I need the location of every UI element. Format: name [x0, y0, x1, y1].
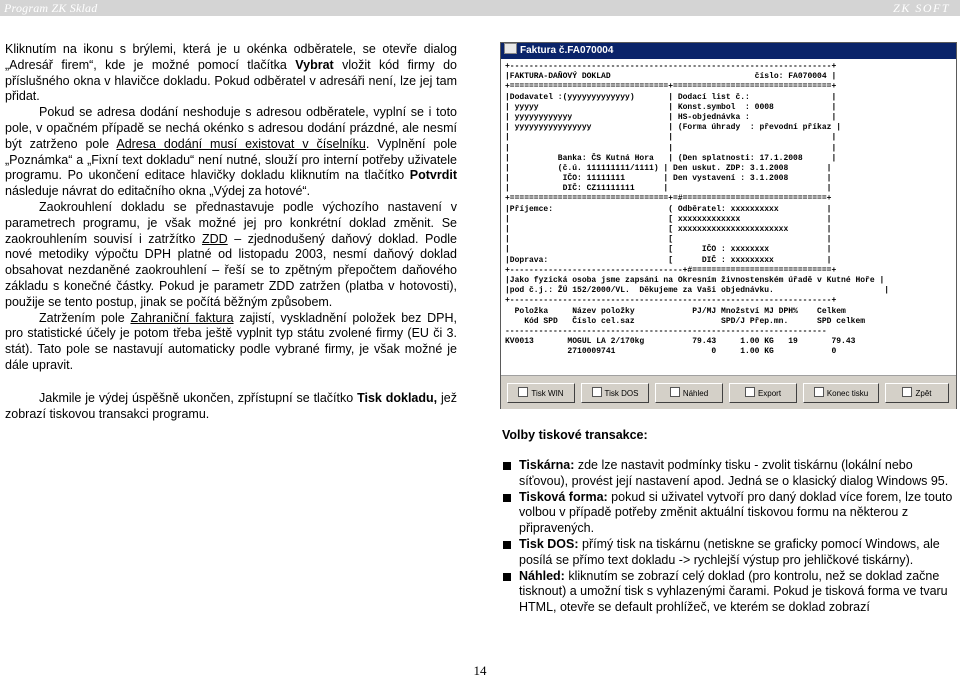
bullet-square-icon	[503, 573, 511, 581]
invoice-line: | | |	[505, 133, 837, 143]
paragraph-4: Zatržením pole Zahraniční faktura zajistí, vyskladnění položek bez DPH, pro statistické účely je potom třeba ještě vyplnit typ státu zvolené firmy (EU či 3. stát). Tato pole se nastavují automaticky podle vybrané firmy, je však možné je dále upravit.	[5, 310, 457, 372]
invoice-line: | yyyyyyyyyyyyyyyy | (Forma úhrady : převodní příkaz |	[505, 123, 842, 133]
invoice-line: Položka Název položky PJ/MJ Množství MJ DPH% Celkem	[505, 306, 846, 316]
invoice-line: |Jako fyzická osoba jsme zapsáni na Okresním živnostenském úřadě v Kutné Hoře |	[505, 275, 885, 285]
left-text-column	[5, 42, 457, 422]
window-icon	[504, 43, 517, 54]
paragraph-3: Zaokrouhlení dokladu se přednastavuje podle výchozího nastavení v parametrech programu, je však možné jej pro konkrétní doklad změnit. Se zaokrouhlením souvisí i zatržítko ZDD – zjednodušený daňový doklad. Podle nové metodiky výpočtu DPH platné od listopadu 2003, nesmí daňový doklad obsahovat nezdaněné zaokrouhlení – řeší se to zpětným přepočtem daňového základu s konečné částky. Pokud je parametr ZDD zatržen (platba v hotovosti), použije se tento postup, jinak se počítá běžným způsobem.	[5, 199, 457, 309]
invoice-preview	[505, 62, 953, 369]
invoice-line: |FAKTURA-DAŇOVÝ DOKLAD číslo: FA070004 |	[505, 72, 837, 82]
invoice-line: | Banka: ČS Kutná Hora | (Den splatnosti: 17.1.2008 |	[505, 153, 837, 163]
invoice-line	[505, 357, 953, 367]
bullet-square-icon	[503, 541, 511, 549]
invoice-line: | DIČ: CZ11111111 | |	[505, 184, 832, 194]
invoice-line: |Příjemce: ( Odběratel: xxxxxxxxxx |	[505, 204, 832, 214]
invoice-line: |Doprava: [ DIČ : xxxxxxxxx |	[505, 255, 832, 265]
printer-icon	[518, 387, 528, 397]
invoice-line: KV0013 MOGUL LA 2/170kg 79.43 1.00 KG 19 79.43	[505, 337, 856, 347]
invoice-line: +-------------------------------------------------------------------+	[505, 62, 837, 71]
preview-icon	[670, 387, 680, 397]
tisk-win-button[interactable]: Tisk WIN	[507, 383, 575, 403]
invoice-line: | [ xxxxxxxxxxxxx |	[505, 214, 832, 224]
print-toolbar	[501, 375, 956, 409]
invoice-line: | | |	[505, 143, 837, 153]
invoice-line: | yyyyyyyyyyyy | HS-objednávka : |	[505, 112, 837, 122]
invoice-line: | yyyyy | Konst.symbol : 0008 |	[505, 102, 837, 112]
invoice-line: | [ |	[505, 235, 832, 245]
print-option-item: Tiskárna: zde lze nastavit podmínky tisku - zvolit tiskárnu (lokální nebo síťovou), provést její nastavení apod. Jedná se o klasický dialog Windows 95.	[502, 458, 954, 490]
page-number: 14	[473, 663, 487, 678]
tisk-dos-button[interactable]: Tisk DOS	[581, 383, 649, 403]
paragraph-5: Jakmile je výdej úspěšně ukončen, zpřístupní se tlačítko Tisk dokladu, jež zobrazí tiskovou transakci programu.	[5, 390, 458, 421]
konec-tisku-button[interactable]: Konec tisku	[803, 383, 879, 403]
invoice-line: +=================================+=================================+	[505, 82, 837, 92]
invoice-line: +=================================+=#==============================+	[505, 194, 832, 204]
nahled-button[interactable]: Náhled	[655, 383, 723, 403]
bullet-square-icon	[503, 494, 511, 502]
print-option-item: Tisková forma: pokud si uživatel vytvoří pro daný doklad více forem, lze touto volbou v případě potřeby změnit aktuální tiskovou formu na některou z připravených.	[502, 490, 954, 537]
export-icon	[745, 387, 755, 397]
window-titlebar[interactable]	[501, 43, 956, 59]
paragraph-1: Kliknutím na ikonu s brýlemi, která je u okénka odběratele, se otevře dialog „Adresář firem“, kde je možné pomocí tlačítka Vybrat vložit kód firmy do příslušného okna v hlavičce dokladu. Pokud odběratel v adresáři není, lze jej tam přidat.	[5, 42, 457, 104]
invoice-line: | [ xxxxxxxxxxxxxxxxxxxxxxx |	[505, 225, 832, 234]
header-program-name: Program ZK Sklad	[4, 1, 98, 15]
invoice-line: | [ IČO : xxxxxxxx |	[505, 245, 832, 255]
invoice-line: | (č.ú. 111111111/1111) | Den uskut. ZDP: 3.1.2008 |	[505, 163, 832, 173]
invoice-line: +------------------------------------+#=============================+	[505, 265, 837, 275]
invoice-line	[505, 368, 953, 369]
invoice-window	[500, 42, 957, 409]
invoice-line: 2710009741 0 1.00 KG 0	[505, 347, 837, 357]
invoice-line: -------------------------------------------------------------------	[505, 326, 827, 336]
window-title: Faktura č.FA070004	[520, 45, 614, 56]
export-button[interactable]: Export	[729, 383, 797, 403]
paragraph-2: Pokud se adresa dodání neshoduje s adresou odběratele, vyplní se i toto pole, v opačném případě se nechá okénko s adresou dodání prázdné, ale nesmí být zatrženo pole Adresa dodání musí existovat v číselníku. Vyplnění pole „Poznámka“ a „Fixní text dokladu“ není nutné, slouží pro interní potřeby uživatele programu. Po ukončení editace hlavičky dokladu kliknutím na tlačítko Potvrdit následuje návrat do editačního okna „Výdej za hotové“.	[5, 105, 458, 199]
print-options-list	[502, 458, 954, 616]
page-header	[0, 0, 960, 16]
print-option-item: Tisk DOS: přímý tisk na tiskárnu (netiskne se graficky pomocí Windows, ale posílá se přímo text dokladu -> rychlejší výstup pro jehličkové tiskárny).	[502, 537, 954, 569]
invoice-line: | IČO: 11111111 | Den vystavení : 3.1.2008 |	[505, 174, 832, 184]
print-options-title: Volby tiskové transakce:	[502, 428, 648, 442]
invoice-line: |Dodavatel :(yyyyyyyyyyyyy) | Dodací list č.: |	[505, 92, 837, 102]
printer-icon	[592, 387, 602, 397]
stop-icon	[814, 387, 824, 397]
zpet-button[interactable]: Zpět	[885, 383, 949, 403]
bullet-square-icon	[503, 462, 511, 470]
header-company: ZK SOFT	[893, 1, 950, 15]
invoice-line: Kód SPD Číslo cel.saz SPD/J Přep.mn. SPD celkem	[505, 316, 866, 326]
back-icon	[902, 387, 912, 397]
invoice-line: |pod č.j.: ŽÚ 152/2000/VL. Děkujeme za Vaši objednávku. |	[505, 286, 890, 296]
invoice-line: +-------------------------------------------------------------------+	[505, 296, 837, 306]
print-option-item: Náhled: kliknutím se zobrazí celý doklad (pro kontrolu, než se doklad začne tisknout) a umožní tisk s vyhlazenými čarami. Pokud je tisková forma ve tvaru HTML, otevře se default prohlížeč, ve kterém se doklad zobrazí	[502, 569, 954, 616]
